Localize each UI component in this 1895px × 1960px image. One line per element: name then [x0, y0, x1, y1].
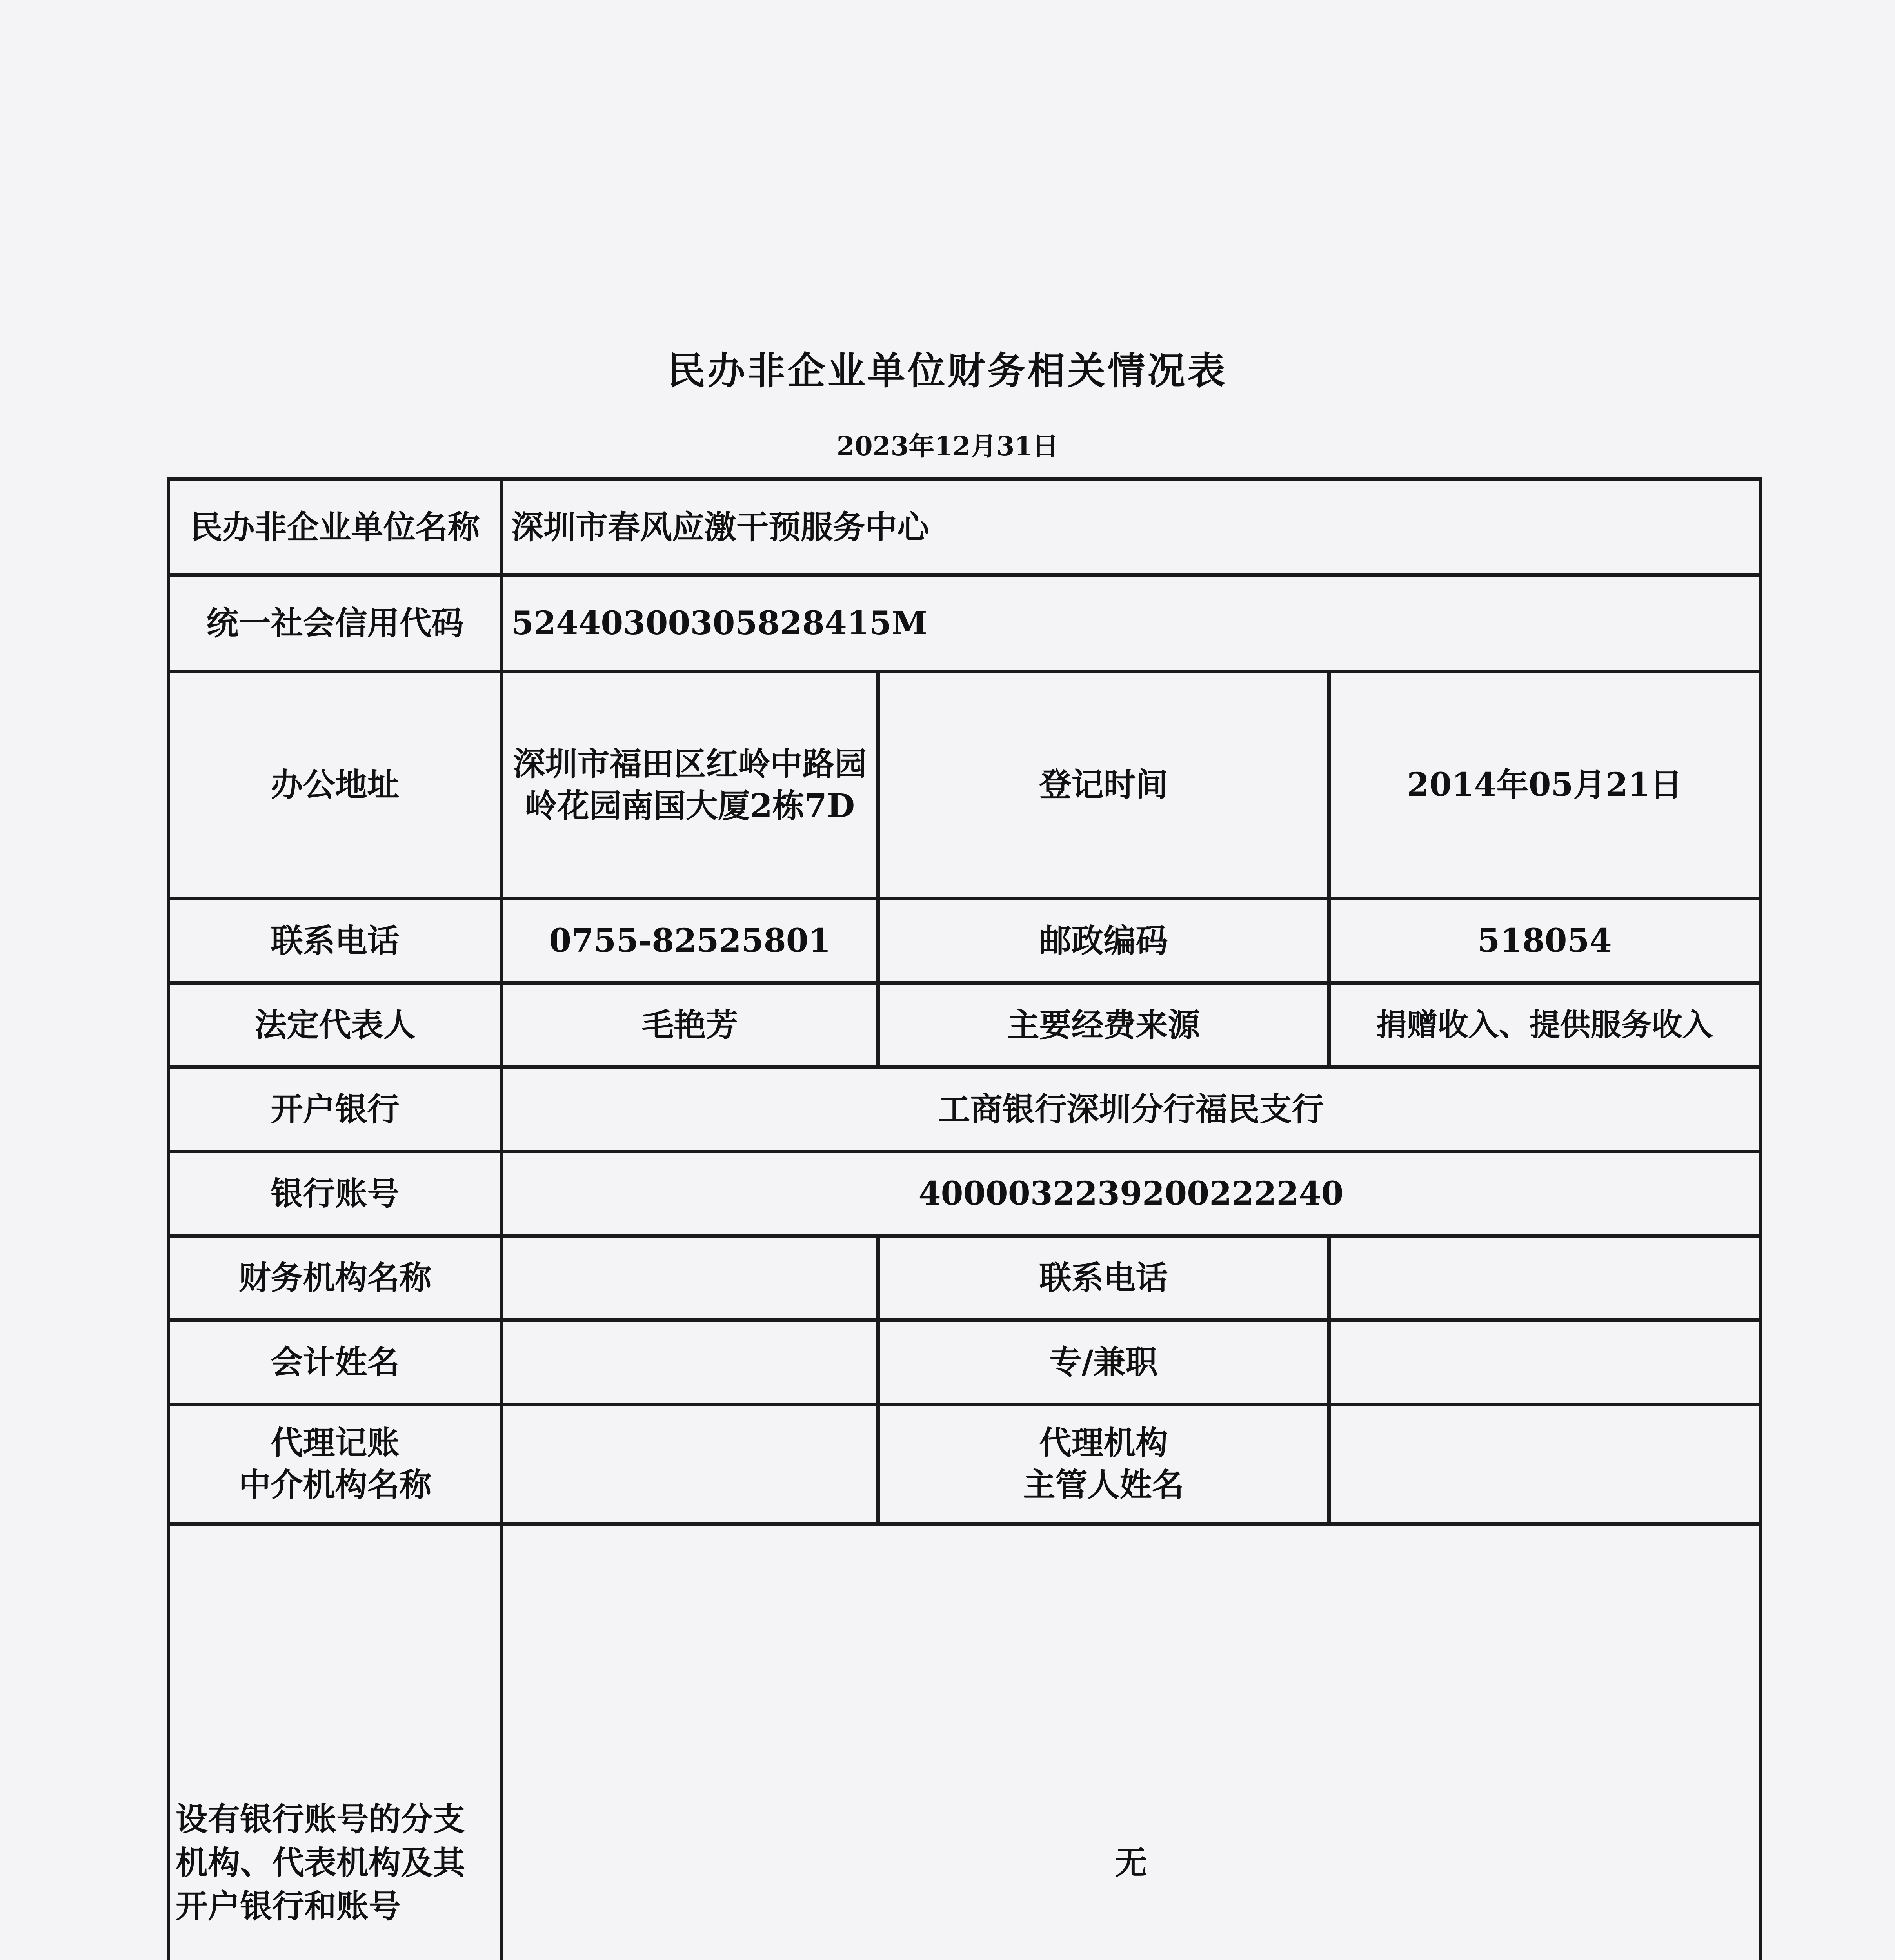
financial-info-table: [167, 477, 1762, 1960]
agent-manager-label-line1: 代理机构: [1039, 1424, 1168, 1462]
funding-source-label: 主要经费来源: [878, 983, 1329, 1067]
table-row: [169, 1524, 1761, 1960]
table-row: [169, 1320, 1761, 1405]
report-date: 2023年12月31日: [836, 431, 1059, 461]
page-title: 民办非企业单位财务相关情况表: [667, 348, 1228, 393]
fulltime-label: 专/兼职: [878, 1320, 1329, 1405]
table-row: [169, 479, 1761, 575]
agent-org-value: [502, 1405, 878, 1524]
register-time-label: 登记时间: [878, 671, 1329, 899]
branches-label: 设有银行账号的分支机构、代表机构及其开户银行和账号: [169, 1524, 502, 1960]
bank-value: 工商银行深圳分行福民支行: [502, 1067, 1761, 1152]
agent-manager-value: [1329, 1405, 1761, 1524]
agent-manager-label-line2: 主管人姓名: [1023, 1466, 1184, 1504]
finance-phone-value: [1329, 1236, 1761, 1320]
table-row: [169, 1236, 1761, 1320]
credit-code-value: 52440300305828415M: [502, 575, 1761, 671]
accountant-label: 会计姓名: [169, 1320, 502, 1405]
finance-org-label: 财务机构名称: [169, 1236, 502, 1320]
accountant-value: [502, 1320, 878, 1405]
agent-manager-label: [878, 1405, 1329, 1524]
legal-rep-label: 法定代表人: [169, 983, 502, 1067]
postal-code-value: 518054: [1329, 899, 1761, 983]
fulltime-value: [1329, 1320, 1761, 1405]
table-row: [169, 899, 1761, 983]
agent-org-label: [169, 1405, 502, 1524]
finance-phone-label: 联系电话: [878, 1236, 1329, 1320]
postal-code-label: 邮政编码: [878, 899, 1329, 983]
table-row: [169, 1405, 1761, 1524]
finance-org-value: [502, 1236, 878, 1320]
account-label: 银行账号: [169, 1152, 502, 1236]
table-row: [169, 671, 1761, 899]
office-address-label: 办公地址: [169, 671, 502, 899]
bank-label: 开户银行: [169, 1067, 502, 1152]
credit-code-label: 统一社会信用代码: [169, 575, 502, 671]
table-row: [169, 1067, 1761, 1152]
org-name-label: 民办非企业单位名称: [169, 479, 502, 575]
legal-rep-value: 毛艳芳: [502, 983, 878, 1067]
org-name-value: 深圳市春风应激干预服务中心: [502, 479, 1761, 575]
table-row: [169, 983, 1761, 1067]
funding-source-value: 捐赠收入、提供服务收入: [1329, 983, 1761, 1067]
agent-org-label-line2: 中介机构名称: [238, 1466, 432, 1504]
table-row: [169, 575, 1761, 671]
office-address-value: 深圳市福田区红岭中路园岭花园南国大厦2栋7D: [502, 671, 878, 899]
phone-value: 0755-82525801: [502, 899, 878, 983]
agent-org-label-line1: 代理记账: [271, 1424, 400, 1462]
table-row: [169, 1152, 1761, 1236]
register-time-value: 2014年05月21日: [1329, 671, 1761, 899]
branches-value: 无: [502, 1524, 1761, 1960]
phone-label: 联系电话: [169, 899, 502, 983]
account-value: 4000032239200222240: [502, 1152, 1761, 1236]
